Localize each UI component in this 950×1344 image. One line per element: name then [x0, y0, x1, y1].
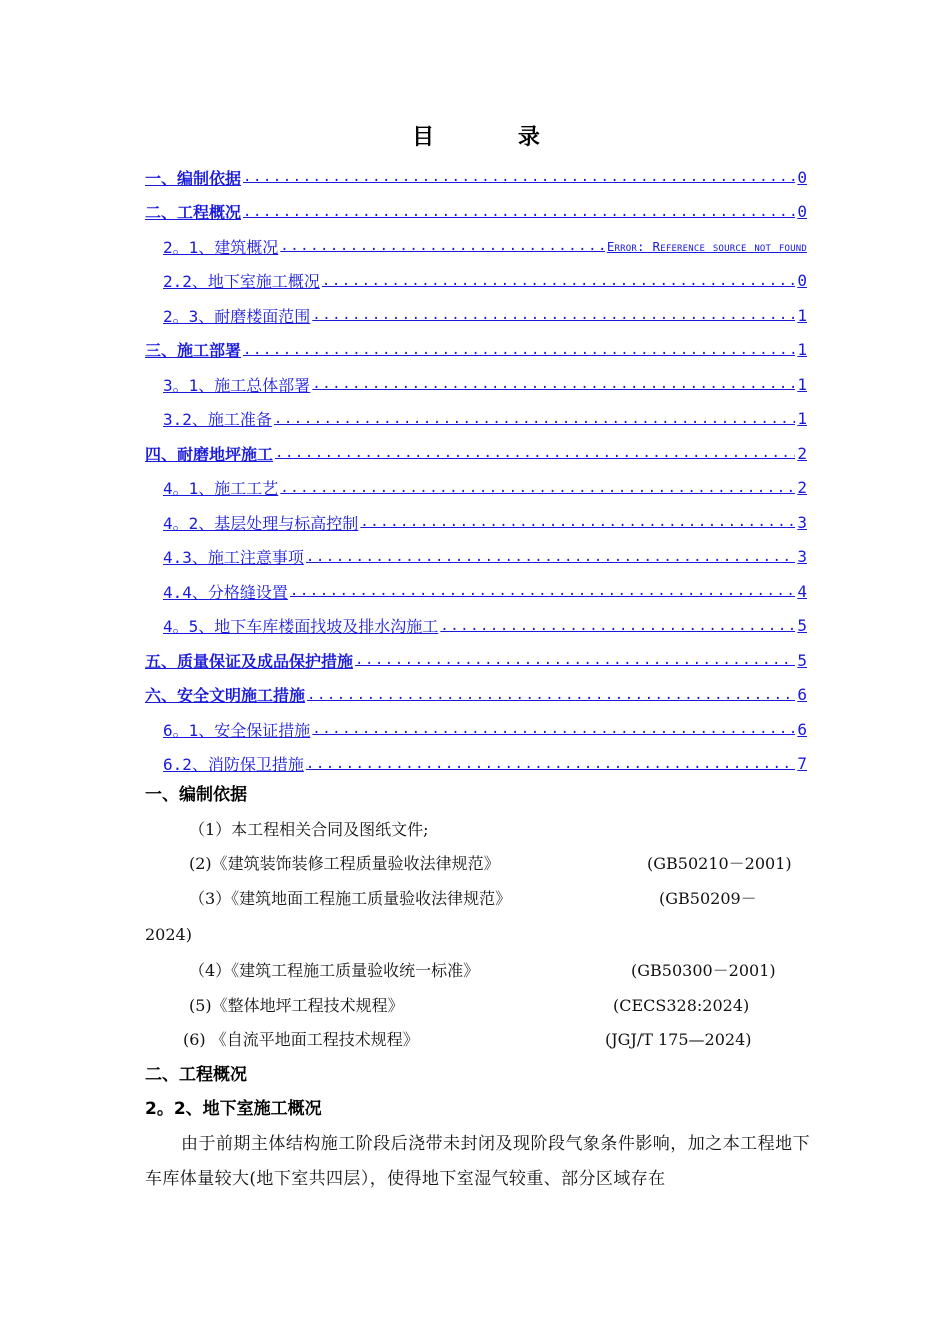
- toc-dot-leader: [312, 376, 795, 392]
- reference-code: (CECS328:2024): [613, 995, 750, 1015]
- toc-page-number[interactable]: 2: [797, 478, 807, 498]
- document-body: [145, 778, 810, 1197]
- toc-page-number[interactable]: 3: [797, 512, 807, 532]
- toc-entry[interactable]: [145, 747, 807, 782]
- reference-title: 2024): [145, 925, 192, 944]
- toc-dot-leader: [280, 480, 795, 496]
- reference-title: (6) 《自流平地面工程技术规程》: [183, 1030, 419, 1049]
- reference-item: [145, 813, 810, 848]
- toc-dot-leader: [312, 307, 795, 323]
- toc-page-number[interactable]: 1: [797, 340, 807, 360]
- table-of-contents: [145, 160, 807, 781]
- body-paragraph: 由于前期主体结构施工阶段后浇带未封闭及现阶段气象条件影响，加之本工程地下车库体量较大(地下室共四层），使得地下室湿气较重、部分区域存在: [145, 1133, 810, 1189]
- toc-dot-leader: [360, 514, 795, 530]
- toc-entry-label[interactable]: 2.2、地下室施工概况: [163, 272, 320, 292]
- toc-dot-leader: [307, 687, 795, 703]
- toc-dot-leader: [243, 169, 795, 185]
- toc-page-number[interactable]: 0: [797, 202, 807, 222]
- toc-page-number[interactable]: 1: [797, 374, 807, 394]
- toc-entry[interactable]: [145, 229, 807, 264]
- toc-page-number[interactable]: 5: [797, 650, 807, 670]
- reference-item: [145, 882, 810, 917]
- toc-entry[interactable]: [145, 609, 807, 644]
- reference-title: （3）《建筑地面工程施工质量验收法律规范》: [189, 888, 512, 908]
- reference-code: (JGJ/T 175—2024): [605, 1030, 752, 1049]
- reference-item-continued: [145, 916, 810, 954]
- toc-page-number[interactable]: 3: [797, 547, 807, 567]
- toc-page-number[interactable]: 6: [797, 685, 807, 705]
- toc-page-number[interactable]: 0: [797, 167, 807, 187]
- toc-entry-label[interactable]: 3.2、施工准备: [163, 410, 272, 430]
- toc-entry-label[interactable]: 2。3、耐磨楼面范围: [163, 306, 311, 326]
- toc-entry-label[interactable]: 2。1、建筑概况: [163, 237, 279, 257]
- toc-dot-leader: [274, 411, 795, 427]
- toc-entry-label[interactable]: 6。1、安全保证措施: [163, 720, 311, 740]
- toc-page-number[interactable]: 6: [797, 719, 807, 739]
- toc-entry-label[interactable]: 四、耐磨地坪施工: [145, 444, 274, 464]
- reference-code: (GB50300－2001): [631, 961, 776, 980]
- toc-page-error[interactable]: Error: Reference source not found: [606, 238, 807, 254]
- toc-page-number[interactable]: 7: [797, 754, 807, 774]
- toc-dot-leader: [312, 721, 795, 737]
- toc-dot-leader: [306, 549, 795, 565]
- toc-entry-label[interactable]: 4。1、施工工艺: [163, 479, 279, 499]
- reference-item: [145, 989, 810, 1024]
- section-heading: 二、工程概况: [145, 1064, 247, 1085]
- toc-entry[interactable]: [145, 160, 807, 195]
- toc-entry-label[interactable]: 4。5、地下车库楼面找坡及排水沟施工: [163, 617, 439, 637]
- toc-entry[interactable]: [145, 643, 807, 678]
- toc-entry[interactable]: [145, 505, 807, 540]
- toc-page-number[interactable]: 2: [797, 443, 807, 463]
- toc-entry-label[interactable]: 二、工程概况: [145, 203, 242, 223]
- reference-title: （4）《建筑工程施工质量验收统一标准》: [189, 961, 480, 980]
- reference-title: （1）本工程相关合同及图纸文件;: [189, 819, 429, 839]
- toc-dot-leader: [280, 238, 605, 254]
- section-heading: 一、编制依据: [145, 785, 247, 805]
- reference-item: [145, 954, 810, 989]
- toc-entry[interactable]: [145, 333, 807, 368]
- toc-entry-label[interactable]: 4.4、分格缝设置: [163, 582, 288, 602]
- reference-title: (5)《整体地坪工程技术规程》: [189, 995, 404, 1015]
- toc-entry[interactable]: [145, 264, 807, 299]
- toc-dot-leader: [355, 652, 795, 668]
- toc-page-number[interactable]: 5: [797, 616, 807, 636]
- toc-entry-label[interactable]: 六、安全文明施工措施: [145, 686, 306, 706]
- toc-dot-leader: [290, 583, 795, 599]
- toc-entry[interactable]: [145, 436, 807, 471]
- toc-entry[interactable]: [145, 195, 807, 230]
- toc-entry[interactable]: [145, 540, 807, 575]
- toc-entry-label[interactable]: 一、编制依据: [145, 168, 242, 188]
- toc-entry[interactable]: [145, 678, 807, 713]
- reference-code: (GB50210－2001): [647, 854, 792, 873]
- toc-entry-label[interactable]: 6.2、消防保卫措施: [163, 755, 304, 775]
- reference-title: (2)《建筑装饰装修工程质量验收法律规范》: [189, 854, 500, 873]
- toc-entry-label[interactable]: 4.3、施工注意事项: [163, 548, 304, 568]
- toc-page-number[interactable]: 1: [797, 305, 807, 325]
- toc-entry-label[interactable]: 4。2、基层处理与标高控制: [163, 513, 359, 533]
- reference-code: (GB50209－: [659, 888, 757, 908]
- toc-entry-label[interactable]: 三、施工部署: [145, 341, 242, 361]
- toc-dot-leader: [243, 342, 795, 358]
- toc-entry-label[interactable]: 五、质量保证及成品保护措施: [145, 651, 354, 671]
- toc-dot-leader: [440, 618, 795, 634]
- toc-entry[interactable]: [145, 574, 807, 609]
- toc-page-number[interactable]: 1: [797, 409, 807, 429]
- toc-dot-leader: [243, 204, 795, 220]
- toc-entry[interactable]: [145, 471, 807, 506]
- reference-item: [145, 1023, 810, 1058]
- toc-entry-label[interactable]: 3。1、施工总体部署: [163, 375, 311, 395]
- toc-entry[interactable]: [145, 402, 807, 437]
- toc-title: 目 录: [412, 125, 578, 150]
- subsection-heading: 2。2、地下室施工概况: [145, 1099, 322, 1119]
- reference-item: [145, 847, 810, 882]
- toc-dot-leader: [322, 273, 795, 289]
- toc-page-number[interactable]: 4: [797, 581, 807, 601]
- toc-entry[interactable]: [145, 367, 807, 402]
- toc-dot-leader: [306, 756, 795, 772]
- toc-dot-leader: [275, 445, 795, 461]
- toc-entry[interactable]: [145, 712, 807, 747]
- toc-entry[interactable]: [145, 298, 807, 333]
- toc-page-number[interactable]: 0: [797, 271, 807, 291]
